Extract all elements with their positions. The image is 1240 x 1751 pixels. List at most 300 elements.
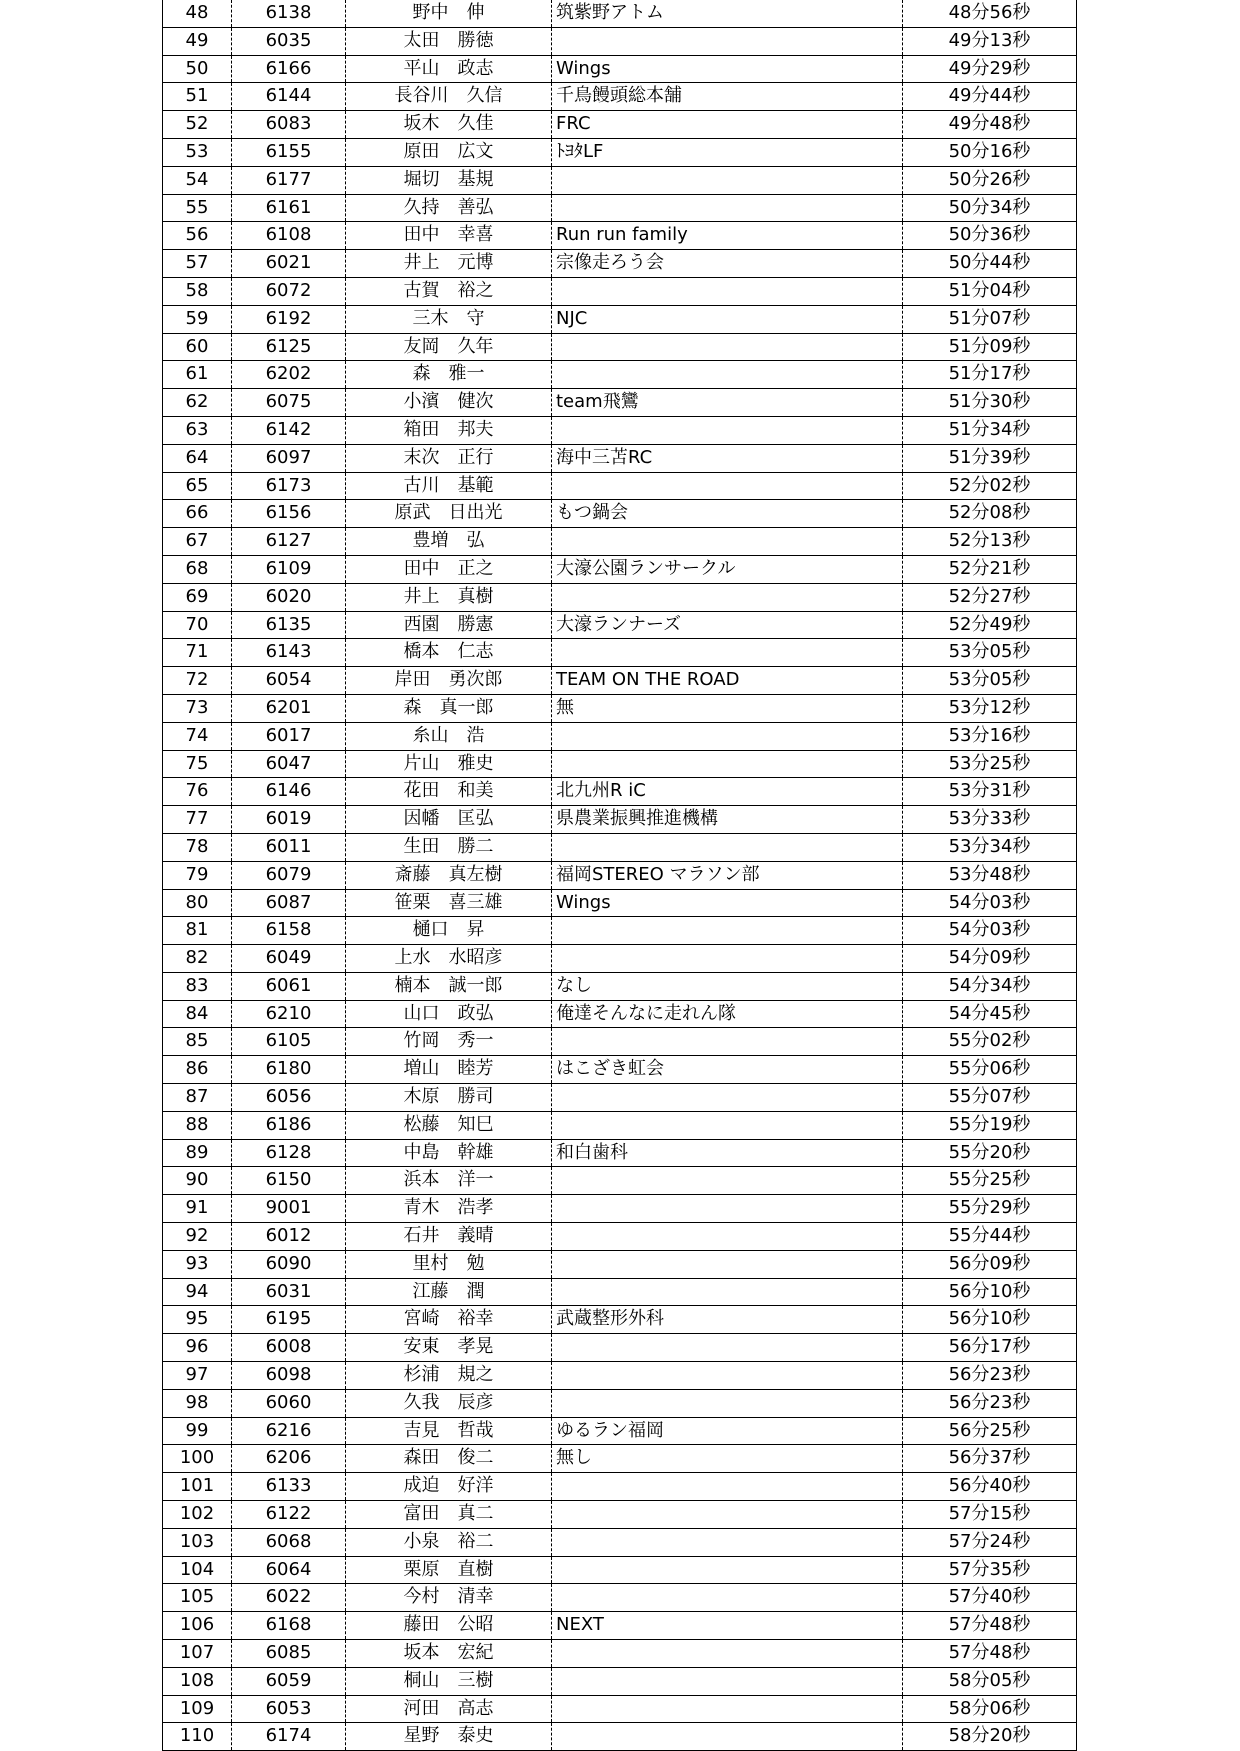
team-name-cell <box>552 1389 903 1417</box>
team-name-cell: 宗像走ろう会 <box>552 250 903 278</box>
table-row <box>163 806 1077 834</box>
bib-number-cell: 6053 <box>232 1695 346 1723</box>
bib-number-cell: 6012 <box>232 1223 346 1251</box>
team-name-cell <box>552 1278 903 1306</box>
team-name-cell <box>552 583 903 611</box>
team-name-cell <box>552 277 903 305</box>
team-name-cell: 北九州R iC <box>552 778 903 806</box>
team-name-cell <box>552 333 903 361</box>
rank-cell: 104 <box>163 1556 232 1584</box>
runner-name-cell: 富田 真二 <box>346 1501 552 1529</box>
bib-number-cell: 6143 <box>232 639 346 667</box>
runner-name-cell: 友岡 久年 <box>346 333 552 361</box>
finish-time-cell: 49分44秒 <box>903 83 1077 111</box>
runner-name-cell: 箱田 邦夫 <box>346 416 552 444</box>
runner-name-cell: 橋本 仁志 <box>346 639 552 667</box>
rank-cell: 86 <box>163 1056 232 1084</box>
bib-number-cell: 6192 <box>232 305 346 333</box>
bib-number-cell: 6177 <box>232 166 346 194</box>
finish-time-cell: 55分29秒 <box>903 1195 1077 1223</box>
finish-time-cell: 55分19秒 <box>903 1111 1077 1139</box>
bib-number-cell: 6216 <box>232 1417 346 1445</box>
runner-name-cell: 長谷川 久信 <box>346 83 552 111</box>
finish-time-cell: 56分10秒 <box>903 1278 1077 1306</box>
table-row <box>163 1056 1077 1084</box>
runner-name-cell: 今村 清幸 <box>346 1584 552 1612</box>
runner-name-cell: 安東 孝晃 <box>346 1334 552 1362</box>
results-table-body <box>163 0 1077 1751</box>
finish-time-cell: 48分56秒 <box>903 0 1077 27</box>
runner-name-cell: 古賀 裕之 <box>346 277 552 305</box>
finish-time-cell: 50分34秒 <box>903 194 1077 222</box>
bib-number-cell: 6054 <box>232 667 346 695</box>
rank-cell: 51 <box>163 83 232 111</box>
runner-name-cell: 久持 善弘 <box>346 194 552 222</box>
rank-cell: 91 <box>163 1195 232 1223</box>
rank-cell: 76 <box>163 778 232 806</box>
runner-name-cell: 宮崎 裕幸 <box>346 1306 552 1334</box>
runner-name-cell: 田中 幸喜 <box>346 222 552 250</box>
team-name-cell <box>552 1223 903 1251</box>
finish-time-cell: 49分48秒 <box>903 111 1077 139</box>
rank-cell: 62 <box>163 389 232 417</box>
runner-name-cell: 井上 真樹 <box>346 583 552 611</box>
finish-time-cell: 53分25秒 <box>903 750 1077 778</box>
bib-number-cell: 6047 <box>232 750 346 778</box>
team-name-cell: ﾄﾖﾀLF <box>552 138 903 166</box>
table-row <box>163 722 1077 750</box>
bib-number-cell: 6017 <box>232 722 346 750</box>
runner-name-cell: 星野 泰史 <box>346 1723 552 1751</box>
finish-time-cell: 52分21秒 <box>903 555 1077 583</box>
table-row <box>163 528 1077 556</box>
finish-time-cell: 50分36秒 <box>903 222 1077 250</box>
rank-cell: 85 <box>163 1028 232 1056</box>
team-name-cell <box>552 1334 903 1362</box>
runner-name-cell: 松藤 知巳 <box>346 1111 552 1139</box>
runner-name-cell: 山口 政弘 <box>346 1000 552 1028</box>
rank-cell: 50 <box>163 55 232 83</box>
bib-number-cell: 6210 <box>232 1000 346 1028</box>
runner-name-cell: 片山 雅史 <box>346 750 552 778</box>
table-row <box>163 583 1077 611</box>
bib-number-cell: 6060 <box>232 1389 346 1417</box>
bib-number-cell: 9001 <box>232 1195 346 1223</box>
table-row <box>163 277 1077 305</box>
bib-number-cell: 6122 <box>232 1501 346 1529</box>
bib-number-cell: 6075 <box>232 389 346 417</box>
finish-time-cell: 54分45秒 <box>903 1000 1077 1028</box>
table-row <box>163 250 1077 278</box>
team-name-cell: NJC <box>552 305 903 333</box>
runner-name-cell: 樋口 昇 <box>346 917 552 945</box>
team-name-cell: 大濠ランナーズ <box>552 611 903 639</box>
table-row <box>163 1389 1077 1417</box>
runner-name-cell: 森 雅一 <box>346 361 552 389</box>
rank-cell: 81 <box>163 917 232 945</box>
table-row <box>163 1584 1077 1612</box>
runner-name-cell: 浜本 洋一 <box>346 1167 552 1195</box>
team-name-cell: もつ鍋会 <box>552 500 903 528</box>
rank-cell: 79 <box>163 861 232 889</box>
runner-name-cell: 栗原 直樹 <box>346 1556 552 1584</box>
runner-name-cell: 中島 幹雄 <box>346 1139 552 1167</box>
bib-number-cell: 6109 <box>232 555 346 583</box>
runner-name-cell: 桐山 三樹 <box>346 1667 552 1695</box>
finish-time-cell: 55分06秒 <box>903 1056 1077 1084</box>
table-row <box>163 1111 1077 1139</box>
bib-number-cell: 6085 <box>232 1640 346 1668</box>
finish-time-cell: 53分34秒 <box>903 833 1077 861</box>
table-row <box>163 1362 1077 1390</box>
team-name-cell: 無し <box>552 1445 903 1473</box>
team-name-cell <box>552 1250 903 1278</box>
team-name-cell <box>552 1111 903 1139</box>
finish-time-cell: 56分23秒 <box>903 1362 1077 1390</box>
team-name-cell: TEAM ON THE ROAD <box>552 667 903 695</box>
bib-number-cell: 6142 <box>232 416 346 444</box>
bib-number-cell: 6161 <box>232 194 346 222</box>
finish-time-cell: 52分27秒 <box>903 583 1077 611</box>
team-name-cell: 海中三苫RC <box>552 444 903 472</box>
rank-cell: 73 <box>163 694 232 722</box>
team-name-cell <box>552 722 903 750</box>
team-name-cell <box>552 833 903 861</box>
team-name-cell: ゆるラン福岡 <box>552 1417 903 1445</box>
rank-cell: 82 <box>163 945 232 973</box>
finish-time-cell: 54分03秒 <box>903 889 1077 917</box>
table-row <box>163 444 1077 472</box>
table-row <box>163 333 1077 361</box>
rank-cell: 90 <box>163 1167 232 1195</box>
finish-time-cell: 49分29秒 <box>903 55 1077 83</box>
rank-cell: 94 <box>163 1278 232 1306</box>
finish-time-cell: 53分05秒 <box>903 639 1077 667</box>
finish-time-cell: 54分34秒 <box>903 972 1077 1000</box>
bib-number-cell: 6021 <box>232 250 346 278</box>
table-row <box>163 1556 1077 1584</box>
bib-number-cell: 6158 <box>232 917 346 945</box>
rank-cell: 63 <box>163 416 232 444</box>
bib-number-cell: 6174 <box>232 1723 346 1751</box>
team-name-cell: 筑紫野アトム <box>552 0 903 27</box>
table-row <box>163 1084 1077 1112</box>
table-row <box>163 1695 1077 1723</box>
rank-cell: 95 <box>163 1306 232 1334</box>
rank-cell: 92 <box>163 1223 232 1251</box>
finish-time-cell: 52分02秒 <box>903 472 1077 500</box>
rank-cell: 103 <box>163 1528 232 1556</box>
team-name-cell <box>552 1556 903 1584</box>
rank-cell: 87 <box>163 1084 232 1112</box>
team-name-cell: 県農業振興推進機構 <box>552 806 903 834</box>
bib-number-cell: 6180 <box>232 1056 346 1084</box>
runner-name-cell: 坂本 宏紀 <box>346 1640 552 1668</box>
rank-cell: 106 <box>163 1612 232 1640</box>
finish-time-cell: 53分33秒 <box>903 806 1077 834</box>
table-row <box>163 889 1077 917</box>
runner-name-cell: 江藤 潤 <box>346 1278 552 1306</box>
rank-cell: 71 <box>163 639 232 667</box>
table-row <box>163 1612 1077 1640</box>
bib-number-cell: 6108 <box>232 222 346 250</box>
rank-cell: 97 <box>163 1362 232 1390</box>
bib-number-cell: 6127 <box>232 528 346 556</box>
finish-time-cell: 57分48秒 <box>903 1612 1077 1640</box>
rank-cell: 55 <box>163 194 232 222</box>
bib-number-cell: 6135 <box>232 611 346 639</box>
team-name-cell <box>552 416 903 444</box>
runner-name-cell: 原田 広文 <box>346 138 552 166</box>
team-name-cell: 和白歯科 <box>552 1139 903 1167</box>
bib-number-cell: 6201 <box>232 694 346 722</box>
table-row <box>163 194 1077 222</box>
rank-cell: 48 <box>163 0 232 27</box>
rank-cell: 98 <box>163 1389 232 1417</box>
team-name-cell: 福岡STEREO マラソン部 <box>552 861 903 889</box>
table-row <box>163 472 1077 500</box>
finish-time-cell: 56分10秒 <box>903 1306 1077 1334</box>
rank-cell: 102 <box>163 1501 232 1529</box>
finish-time-cell: 57分48秒 <box>903 1640 1077 1668</box>
bib-number-cell: 6011 <box>232 833 346 861</box>
table-row <box>163 138 1077 166</box>
finish-time-cell: 57分35秒 <box>903 1556 1077 1584</box>
runner-name-cell: 末次 正行 <box>346 444 552 472</box>
table-row <box>163 1306 1077 1334</box>
rank-cell: 65 <box>163 472 232 500</box>
team-name-cell <box>552 1584 903 1612</box>
table-row <box>163 1723 1077 1751</box>
finish-time-cell: 52分13秒 <box>903 528 1077 556</box>
bib-number-cell: 6144 <box>232 83 346 111</box>
finish-time-cell: 58分20秒 <box>903 1723 1077 1751</box>
runner-name-cell: 成迫 好洋 <box>346 1473 552 1501</box>
rank-cell: 70 <box>163 611 232 639</box>
runner-name-cell: 岸田 勇次郎 <box>346 667 552 695</box>
table-row <box>163 555 1077 583</box>
table-row <box>163 694 1077 722</box>
finish-time-cell: 57分24秒 <box>903 1528 1077 1556</box>
rank-cell: 69 <box>163 583 232 611</box>
table-row <box>163 667 1077 695</box>
finish-time-cell: 55分25秒 <box>903 1167 1077 1195</box>
runner-name-cell: 因幡 匡弘 <box>346 806 552 834</box>
bib-number-cell: 6059 <box>232 1667 346 1695</box>
table-row <box>163 1417 1077 1445</box>
runner-name-cell: 斎藤 真左樹 <box>346 861 552 889</box>
rank-cell: 88 <box>163 1111 232 1139</box>
runner-name-cell: 河田 高志 <box>346 1695 552 1723</box>
bib-number-cell: 6138 <box>232 0 346 27</box>
bib-number-cell: 6049 <box>232 945 346 973</box>
finish-time-cell: 51分30秒 <box>903 389 1077 417</box>
finish-time-cell: 57分40秒 <box>903 1584 1077 1612</box>
table-row <box>163 1167 1077 1195</box>
rank-cell: 68 <box>163 555 232 583</box>
finish-time-cell: 55分07秒 <box>903 1084 1077 1112</box>
team-name-cell: 大濠公園ランサークル <box>552 555 903 583</box>
runner-name-cell: 石井 義晴 <box>346 1223 552 1251</box>
table-row <box>163 1501 1077 1529</box>
table-row <box>163 111 1077 139</box>
bib-number-cell: 6202 <box>232 361 346 389</box>
rank-cell: 99 <box>163 1417 232 1445</box>
rank-cell: 80 <box>163 889 232 917</box>
team-name-cell: 千鳥饅頭総本舗 <box>552 83 903 111</box>
finish-time-cell: 53分16秒 <box>903 722 1077 750</box>
finish-time-cell: 56分25秒 <box>903 1417 1077 1445</box>
runner-name-cell: 生田 勝二 <box>346 833 552 861</box>
rank-cell: 110 <box>163 1723 232 1751</box>
table-row <box>163 361 1077 389</box>
finish-time-cell: 55分20秒 <box>903 1139 1077 1167</box>
team-name-cell: はこざき虹会 <box>552 1056 903 1084</box>
runner-name-cell: 古川 基範 <box>346 472 552 500</box>
runner-name-cell: 坂木 久佳 <box>346 111 552 139</box>
runner-name-cell: 杉浦 規之 <box>346 1362 552 1390</box>
runner-name-cell: 吉見 哲哉 <box>346 1417 552 1445</box>
finish-time-cell: 56分37秒 <box>903 1445 1077 1473</box>
table-row <box>163 861 1077 889</box>
finish-time-cell: 50分26秒 <box>903 166 1077 194</box>
table-row <box>163 166 1077 194</box>
runner-name-cell: 久我 辰彦 <box>346 1389 552 1417</box>
finish-time-cell: 52分08秒 <box>903 500 1077 528</box>
team-name-cell: 武蔵整形外科 <box>552 1306 903 1334</box>
team-name-cell <box>552 1084 903 1112</box>
runner-name-cell: 花田 和美 <box>346 778 552 806</box>
bib-number-cell: 6155 <box>232 138 346 166</box>
runner-name-cell: 平山 政志 <box>346 55 552 83</box>
runner-name-cell: 田中 正之 <box>346 555 552 583</box>
table-row <box>163 639 1077 667</box>
rank-cell: 89 <box>163 1139 232 1167</box>
finish-time-cell: 51分39秒 <box>903 444 1077 472</box>
table-row <box>163 222 1077 250</box>
finish-time-cell: 51分34秒 <box>903 416 1077 444</box>
finish-time-cell: 53分31秒 <box>903 778 1077 806</box>
finish-time-cell: 55分02秒 <box>903 1028 1077 1056</box>
table-row <box>163 0 1077 27</box>
table-row <box>163 917 1077 945</box>
team-name-cell <box>552 361 903 389</box>
finish-time-cell: 55分44秒 <box>903 1223 1077 1251</box>
team-name-cell <box>552 27 903 55</box>
bib-number-cell: 6079 <box>232 861 346 889</box>
bib-number-cell: 6166 <box>232 55 346 83</box>
bib-number-cell: 6031 <box>232 1278 346 1306</box>
bib-number-cell: 6156 <box>232 500 346 528</box>
runner-name-cell: 小濱 健次 <box>346 389 552 417</box>
rank-cell: 109 <box>163 1695 232 1723</box>
rank-cell: 58 <box>163 277 232 305</box>
rank-cell: 53 <box>163 138 232 166</box>
table-row <box>163 416 1077 444</box>
rank-cell: 56 <box>163 222 232 250</box>
bib-number-cell: 6008 <box>232 1334 346 1362</box>
finish-time-cell: 50分16秒 <box>903 138 1077 166</box>
runner-name-cell: 糸山 浩 <box>346 722 552 750</box>
rank-cell: 67 <box>163 528 232 556</box>
bib-number-cell: 6105 <box>232 1028 346 1056</box>
team-name-cell <box>552 917 903 945</box>
table-row <box>163 500 1077 528</box>
team-name-cell <box>552 1501 903 1529</box>
runner-name-cell: 楠本 誠一郎 <box>346 972 552 1000</box>
rank-cell: 100 <box>163 1445 232 1473</box>
rank-cell: 66 <box>163 500 232 528</box>
runner-name-cell: 小泉 裕二 <box>346 1528 552 1556</box>
finish-time-cell: 51分09秒 <box>903 333 1077 361</box>
table-row <box>163 1278 1077 1306</box>
team-name-cell <box>552 1167 903 1195</box>
finish-time-cell: 58分06秒 <box>903 1695 1077 1723</box>
runner-name-cell: 西園 勝憲 <box>346 611 552 639</box>
finish-time-cell: 57分15秒 <box>903 1501 1077 1529</box>
bib-number-cell: 6064 <box>232 1556 346 1584</box>
results-table <box>162 0 1077 1751</box>
table-row <box>163 27 1077 55</box>
runner-name-cell: 笹栗 喜三雄 <box>346 889 552 917</box>
team-name-cell <box>552 750 903 778</box>
team-name-cell <box>552 528 903 556</box>
team-name-cell: 俺達そんなに走れん隊 <box>552 1000 903 1028</box>
runner-name-cell: 井上 元博 <box>346 250 552 278</box>
table-row <box>163 611 1077 639</box>
runner-name-cell: 三木 守 <box>346 305 552 333</box>
rank-cell: 72 <box>163 667 232 695</box>
rank-cell: 64 <box>163 444 232 472</box>
bib-number-cell: 6083 <box>232 111 346 139</box>
finish-time-cell: 53分48秒 <box>903 861 1077 889</box>
finish-time-cell: 58分05秒 <box>903 1667 1077 1695</box>
table-row <box>163 1223 1077 1251</box>
team-name-cell <box>552 639 903 667</box>
team-name-cell: NEXT <box>552 1612 903 1640</box>
bib-number-cell: 6061 <box>232 972 346 1000</box>
team-name-cell <box>552 1195 903 1223</box>
bib-number-cell: 6020 <box>232 583 346 611</box>
team-name-cell <box>552 1028 903 1056</box>
runner-name-cell: 森 真一郎 <box>346 694 552 722</box>
rank-cell: 96 <box>163 1334 232 1362</box>
rank-cell: 83 <box>163 972 232 1000</box>
finish-time-cell: 56分17秒 <box>903 1334 1077 1362</box>
team-name-cell: FRC <box>552 111 903 139</box>
runner-name-cell: 竹岡 秀一 <box>346 1028 552 1056</box>
finish-time-cell: 51分17秒 <box>903 361 1077 389</box>
rank-cell: 59 <box>163 305 232 333</box>
bib-number-cell: 6195 <box>232 1306 346 1334</box>
finish-time-cell: 53分12秒 <box>903 694 1077 722</box>
table-row <box>163 1445 1077 1473</box>
bib-number-cell: 6035 <box>232 27 346 55</box>
bib-number-cell: 6133 <box>232 1473 346 1501</box>
runner-name-cell: 野中 伸 <box>346 0 552 27</box>
team-name-cell <box>552 194 903 222</box>
rank-cell: 57 <box>163 250 232 278</box>
table-row <box>163 1667 1077 1695</box>
bib-number-cell: 6087 <box>232 889 346 917</box>
finish-time-cell: 56分23秒 <box>903 1389 1077 1417</box>
team-name-cell <box>552 1640 903 1668</box>
team-name-cell <box>552 1695 903 1723</box>
table-row <box>163 1195 1077 1223</box>
team-name-cell <box>552 472 903 500</box>
finish-time-cell: 56分09秒 <box>903 1250 1077 1278</box>
rank-cell: 52 <box>163 111 232 139</box>
